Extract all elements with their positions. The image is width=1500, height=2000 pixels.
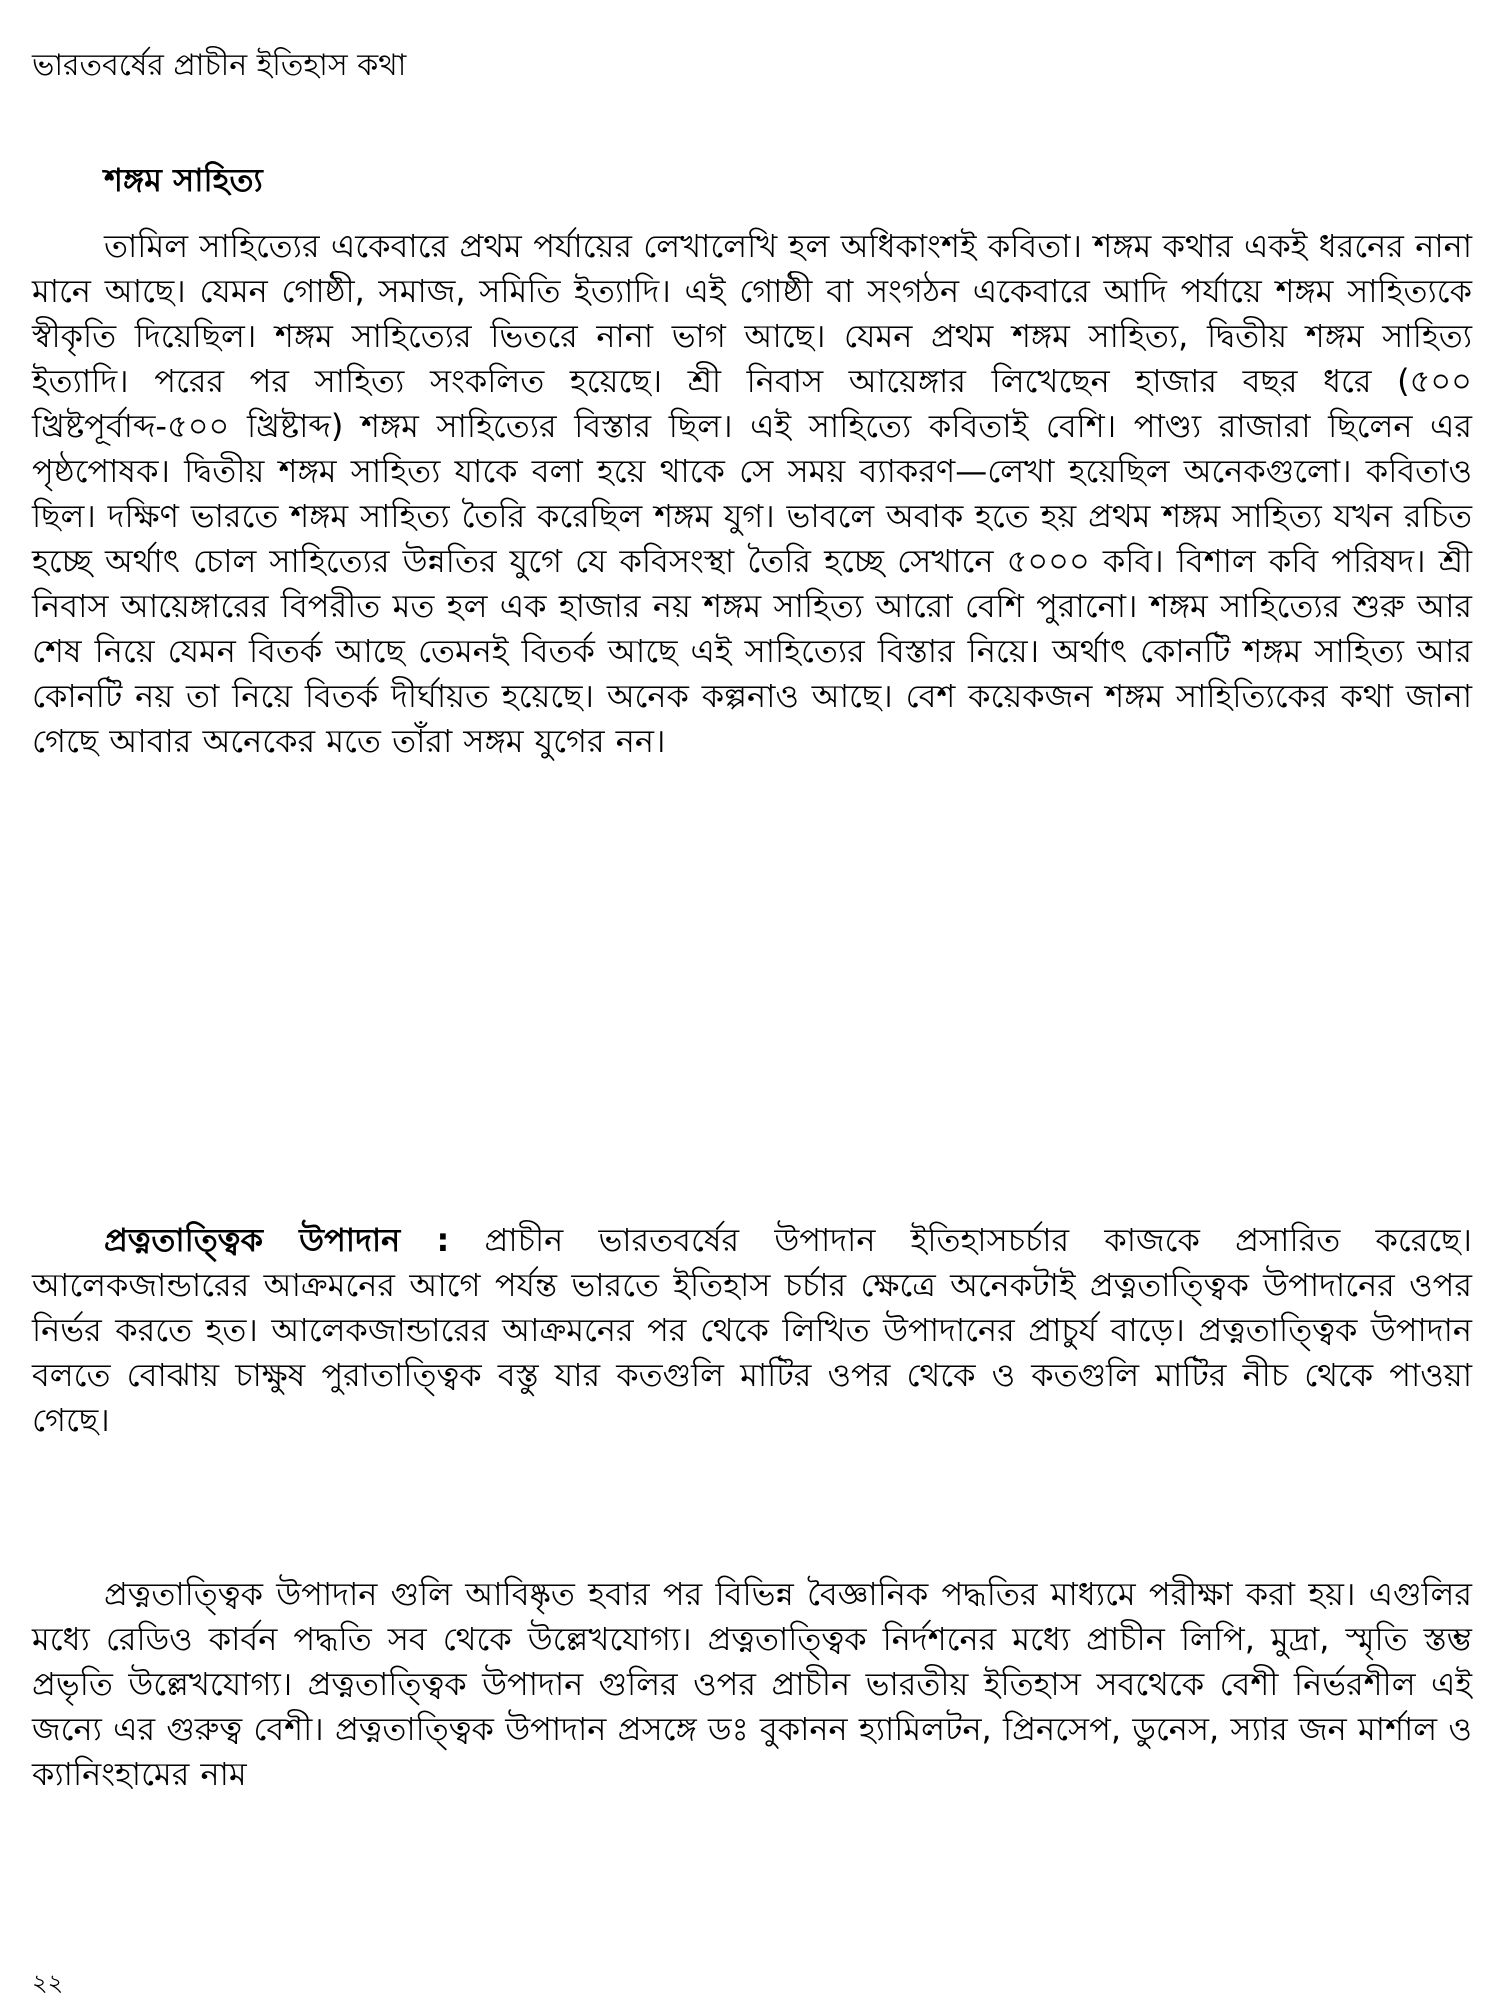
paragraph-text: প্রাচীন ভারতবর্ষের উপাদান ইতিহাসচর্চার কাজকে প্রসারিত করেছে। আলেকজান্ডারের আক্রমনের আগে পর্যন্ত ভারতে ইতিহাস চর্চার ক্ষেত্রে অনেকটাই প্রত্নতাত্ত্বিক উপাদানের ওপর নির্ভর করতে হত। আলেকজান্ডারের আক্রমনের পর থেকে লিখিত উপাদানের প্রাচুর্য বাড়ে। প্রত্নতাত্ত্বিক উপাদান বলতে বোঝায় চাক্ষুষ পুরাতাত্ত্বিক বস্তু যার কতগুলি মাটির ওপর থেকে ও কতগুলি মাটির নীচ থেকে পাওয়া গেছে।	[32, 1221, 1472, 1439]
paragraph-scientific-methods	[32, 1572, 1472, 1797]
paragraph-sangam-literature	[32, 224, 1472, 764]
paragraph-text: প্রত্নতাত্ত্বিক উপাদান গুলি আবিষ্কৃত হবার পর বিভিন্ন বৈজ্ঞানিক পদ্ধতির মাধ্যমে পরীক্ষা করা হয়। এগুলির মধ্যে রেডিও কার্বন পদ্ধতি সব থেকে উল্লেখযোগ্য। প্রত্নতাত্ত্বিক নির্দশনের মধ্যে প্রাচীন লিপি, মুদ্রা, স্মৃতি স্তম্ভ প্রভৃতি উল্লেখযোগ্য। প্রত্নতাত্ত্বিক উপাদান গুলির ওপর প্রাচীন ভারতীয় ইতিহাস সবথেকে বেশী নির্ভরশীল এই জন্যে এর গুরুত্ব বেশী। প্রত্নতাত্ত্বিক উপাদান প্রসঙ্গে ডঃ বুকানন হ্যামিলটন, প্রিনসেপ, ডুনেস, স্যার জন মার্শাল ও ক্যানিংহামের নাম	[32, 1575, 1472, 1793]
page-number: ২২	[32, 1969, 64, 1997]
running-header: ভারতবর্ষের প্রাচীন ইতিহাস কথা	[32, 48, 407, 83]
paragraph-archaeological-sources	[32, 1218, 1472, 1443]
paragraph-lead: প্রত্নতাত্ত্বিক উপাদান :	[104, 1221, 450, 1259]
paragraph-text: তামিল সাহিত্যের একেবারে প্রথম পর্যায়ের লেখালেখি হল অধিকাংশই কবিতা। শঙ্গম কথার একই ধরনের নানা মানে আছে। যেমন গোষ্ঠী, সমাজ, সমিতি ইত্যাদি। এই গোষ্ঠী বা সংগঠন একেবারে আদি পর্যায়ে শঙ্গম সাহিত্যকে স্বীকৃতি দিয়েছিল। শঙ্গম সাহিত্যের ভিতরে নানা ভাগ আছে। যেমন প্রথম শঙ্গম সাহিত্য, দ্বিতীয় শঙ্গম সাহিত্য ইত্যাদি। পরের পর সাহিত্য সংকলিত হয়েছে। শ্রী নিবাস আয়েঙ্গার লিখেছেন হাজার বছর ধরে (৫০০ খ্রিষ্টপূর্বাব্দ-৫০০ খ্রিষ্টাব্দ) শঙ্গম সাহিত্যের বিস্তার ছিল। এই সাহিত্যে কবিতাই বেশি। পাণ্ড্য রাজারা ছিলেন এর পৃষ্ঠপোষক। দ্বিতীয় শঙ্গম সাহিত্য যাকে বলা হয়ে থাকে সে সময় ব্যাকরণ—লেখা হয়েছিল অনেকগুলো। কবিতাও ছিল। দক্ষিণ ভারতে শঙ্গম সাহিত্য তৈরি করেছিল শঙ্গম যুগ। ভাবলে অবাক হতে হয় প্রথম শঙ্গম সাহিত্য যখন রচিত হচ্ছে অর্থাৎ চোল সাহিত্যের উন্নতির যুগে যে কবিসংস্থা তৈরি হচ্ছে সেখানে ৫০০০ কবি। বিশাল কবি পরিষদ। শ্রী নিবাস আয়েঙ্গারের বিপরীত মত হল এক হাজার নয় শঙ্গম সাহিত্য আরো বেশি পুরানো। শঙ্গম সাহিত্যের শুরু আর শেষ নিয়ে যেমন বিতর্ক আছে তেমনই বিতর্ক আছে এই সাহিত্যের বিস্তার নিয়ে। অর্থাৎ কোনটি শঙ্গম সাহিত্য আর কোনটি নয় তা নিয়ে বিতর্ক দীর্ঘায়ত হয়েছে। অনেক কল্পনাও আছে। বেশ কয়েকজন শঙ্গম সাহিত্যিকের কথা জানা গেছে আবার অনেকের মতে তাঁরা সঙ্গম যুগের নন।	[32, 227, 1472, 760]
section-heading: শঙ্গম সাহিত্য	[104, 161, 263, 199]
